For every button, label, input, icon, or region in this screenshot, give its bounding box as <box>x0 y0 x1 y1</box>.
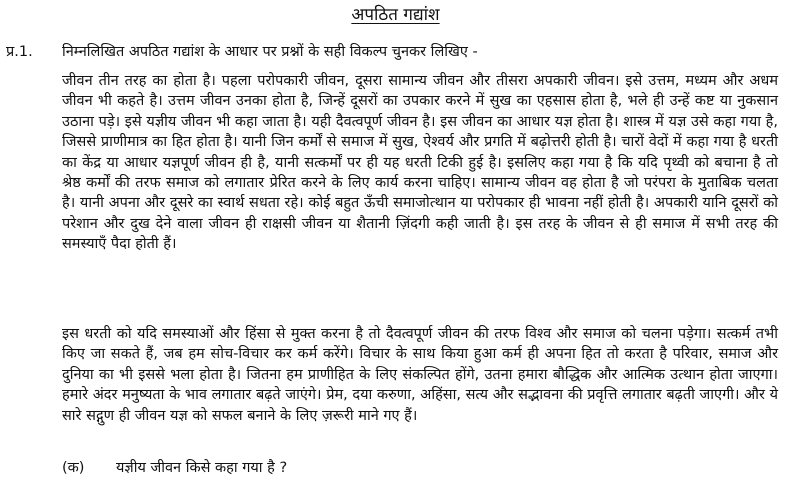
question-instruction: निम्नलिखित अपठित गद्यांश के आधार पर प्रश्नों के सही विकल्प चुनकर लिखिए - <box>62 44 478 60</box>
passage-paragraph-2: इस धरती को यदि समस्याओं और हिंसा से मुक्त करना है तो दैवत्वपूर्ण जीवन की तरफ विश्व और समाज को चलना पड़ेगा। सत्कर्म तभी किए जा सकते हैं, जब हम सोच-विचार कर कर्म करेंगे। विचार के साथ किया हुआ कर्म ही अपना हित तो करता है परिवार, समाज और दुनिया का भी इससे भला होता है। जितना हम प्राणीहित के लिए संकल्पित होंगे, उतना हमारा बौद्धिक और आत्मिक उत्थान होता जाएगा। हमारे अंदर मनुष्यता के भाव लगातार बढ़ते जाएंगे। प्रेम, दया करुणा, अहिंसा, सत्य और सद्भावना की प्रवृत्ति लगातार बढ़ती जाएगी। और ये सारे सद्गुण ही जीवन यज्ञ को सफल बनाने के लिए ज़रूरी माने गए हैं। <box>62 326 778 424</box>
passage-paragraph-1: जीवन तीन तरह का होता है। पहला परोपकारी जीवन, दूसरा सामान्य जीवन और तीसरा अपकारी जीवन। इसे उत्तम, मध्यम और अधम जीवन भी कहते है। उत्तम जीवन उनका होता है, जिन्हें दूसरों का उपकार करने में सुख का एहसास होता है, भले ही उन्हें कष्ट या नुकसान उठाना पड़े। इसे यज्ञीय जीवन भी कहा जाता है। यही दैवत्वपूर्ण जीवन है। इस जीवन का आधार यज्ञ होता है। शास्त्र में यज्ञ उसे कहा गया है, जिससे प्राणीमात्र का हित होता है। यानी जिन कर्मों से समाज में सुख, ऐश्वर्य और प्रगति में बढ़ोत्तरी होती है। चारों वेदों में कहा गया है धरती का केंद्र या आधार यज्ञपूर्ण जीवन ही है, यानी सत्कर्मों पर ही यह धरती टिकी हुई है। इसलिए कहा गया है कि यदि पृथ्वी को बचाना है तो श्रेष्ठ कर्मों की तरफ समाज को लगातार प्रेरित करने के लिए कार्य करना चाहिए। सामान्य जीवन वह होता है जो परंपरा के मुताबिक चलता है। यानी अपना और दूसरे का स्वार्थ सधता रहे। कोई बहुत ऊँची समाजोत्थान या परोपकार ही भावना नहीं होती है। अपकारी यानि दूसरों को परेशान और दुख देने वाला जीवन ही राक्षसी जीवन या शैतानी ज़िंदगी कही जाती है। इस तरह के जीवन से ही समाज में सभी तरह की समस्याएँ पैदा होती हैं। <box>62 73 778 253</box>
sub-question-text: यज्ञीय जीवन किसे कहा गया है ? <box>116 460 288 476</box>
question-number: प्र.1. <box>6 44 33 60</box>
page-title: अपठित गद्यांश <box>351 5 440 25</box>
sub-question-label: (क) <box>62 460 85 476</box>
